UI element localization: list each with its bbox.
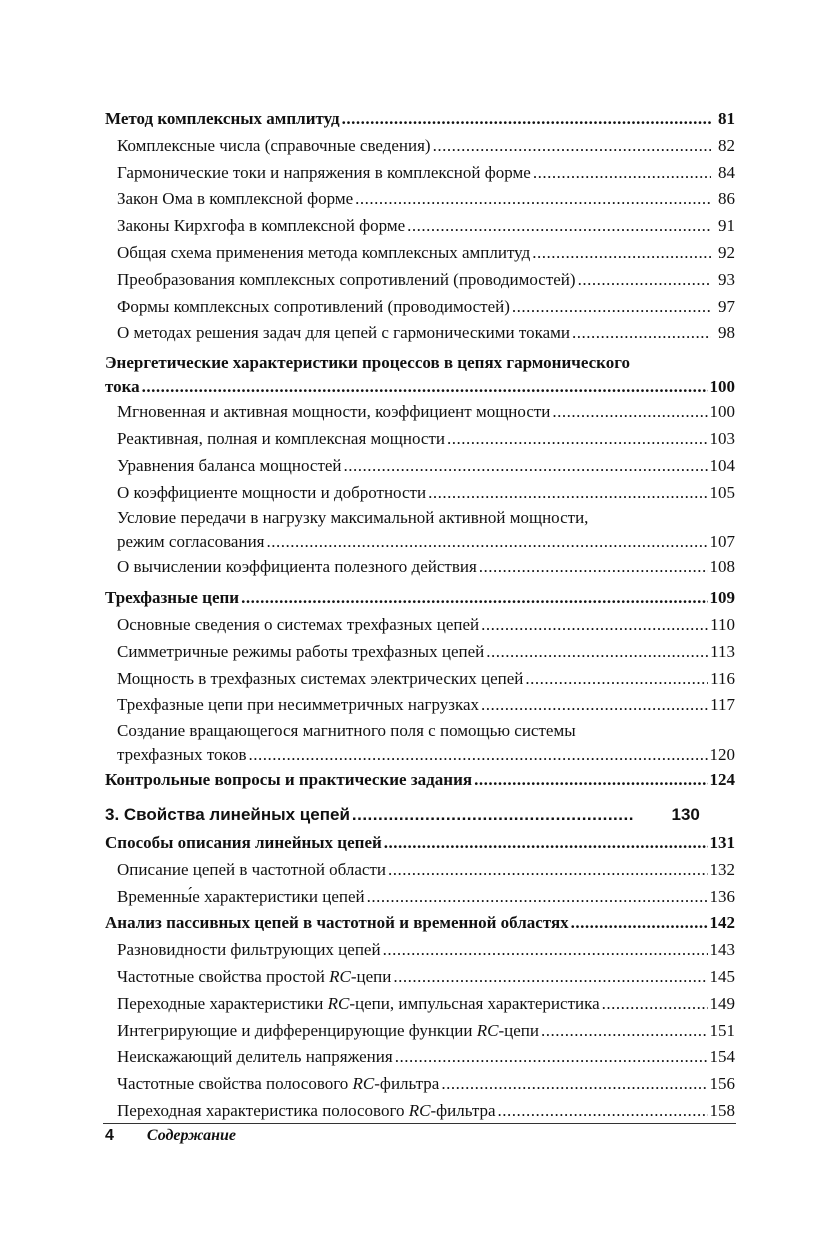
page-number: 151 xyxy=(709,1020,735,1040)
toc-entry[interactable]: Общая схема применения метода комплексных амплитуд ..... 92 xyxy=(105,240,735,267)
page-number: 124 xyxy=(709,770,735,790)
page-number: 142 xyxy=(709,913,735,933)
page-number: 136 xyxy=(709,886,735,906)
page-number: 97 xyxy=(718,296,735,316)
toc-entry[interactable]: Переходные характеристики RC-цепи, импульсная характеристика ..... 149 xyxy=(105,991,735,1018)
page-footer xyxy=(105,1127,236,1145)
footer-divider xyxy=(103,1123,736,1124)
toc-entry[interactable]: Симметричные режимы работы трехфазных цепей ..... 113 xyxy=(105,639,735,666)
page-number: 86 xyxy=(718,189,735,209)
page-number: 104 xyxy=(709,455,735,475)
toc-entry[interactable]: Переходная характеристика полосового RC-фильтра ..... 158 xyxy=(105,1098,735,1125)
toc-entry[interactable]: Закон Ома в комплексной форме ..... 86 xyxy=(105,186,735,213)
page-number: 149 xyxy=(709,993,735,1013)
page-number: 117 xyxy=(710,695,735,715)
toc-entry[interactable]: Гармонические токи и напряжения в комплексной форме ..... 84 xyxy=(105,160,735,187)
page-number: 108 xyxy=(709,557,735,577)
page-number: 113 xyxy=(710,641,735,661)
page-number: 100 xyxy=(709,377,735,397)
toc-entry[interactable]: Временны́е характеристики цепей ..... 136 xyxy=(105,884,735,911)
toc-entry[interactable]: Преобразования комплексных сопротивлений (проводимостей) ..... 93 xyxy=(105,267,735,294)
toc-entry[interactable]: О коэффициенте мощности и добротности ..... 105 xyxy=(105,480,735,507)
page-number: 154 xyxy=(709,1047,735,1067)
page-number: 110 xyxy=(710,614,735,634)
table-of-contents xyxy=(105,106,735,1125)
footer-page-number: 4 xyxy=(105,1127,114,1144)
page-number: 84 xyxy=(718,162,735,182)
toc-entry[interactable]: Частотные свойства простой RC-цепи ..... 145 xyxy=(105,964,735,991)
page-number: 82 xyxy=(718,135,735,155)
toc-chapter-3[interactable]: 3. Свойства линейных цепей ..... 130 xyxy=(105,800,735,830)
page-number: 120 xyxy=(709,745,735,765)
toc-entry[interactable]: Мгновенная и активная мощности, коэффициент мощности ..... 100 xyxy=(105,399,735,426)
page-number: 93 xyxy=(718,269,735,289)
toc-entry[interactable]: Условие передачи в нагрузку максимальной активной мощности, режим согласования ..... 107 xyxy=(105,506,735,554)
toc-entry[interactable]: Трехфазные цепи при несимметричных нагрузках ..... 117 xyxy=(105,692,735,719)
toc-section-complex-amplitudes[interactable]: Метод комплексных амплитуд ..... 81 xyxy=(105,106,735,133)
page-number: 107 xyxy=(709,532,735,552)
toc-section-energy[interactable]: Энергетические характеристики процессов в цепях гармонического тока ..... 100 xyxy=(105,351,735,399)
toc-entry[interactable]: Комплексные числа (справочные сведения) ..... 82 xyxy=(105,133,735,160)
toc-entry[interactable]: Создание вращающегося магнитного поля с помощью системы трехфазных токов ..... 120 xyxy=(105,719,735,767)
toc-entry[interactable]: Законы Кирхгофа в комплексной форме ..... 91 xyxy=(105,213,735,240)
toc-section-three-phase[interactable]: Трехфазные цепи ..... 109 xyxy=(105,585,735,612)
toc-entry[interactable]: Неискажающий делитель напряжения ..... 154 xyxy=(105,1044,735,1071)
page-number: 103 xyxy=(709,428,735,448)
toc-entry[interactable]: О методах решения задач для цепей с гармоническими токами ..... 98 xyxy=(105,320,735,347)
page-number: 143 xyxy=(709,940,735,960)
page-number: 130 xyxy=(671,804,700,824)
page-number: 98 xyxy=(718,323,735,343)
toc-entry[interactable]: Формы комплексных сопротивлений (проводимостей) ..... 97 xyxy=(105,294,735,321)
page-number: 158 xyxy=(709,1100,735,1120)
toc-entry[interactable]: Основные сведения о системах трехфазных цепей ..... 110 xyxy=(105,612,735,639)
page-number: 156 xyxy=(709,1074,735,1094)
footer-section-title: Содержание xyxy=(146,1127,237,1144)
toc-entry[interactable]: Уравнения баланса мощностей ..... 104 xyxy=(105,453,735,480)
toc-entry[interactable]: Частотные свойства полосового RC-фильтра ..... 156 xyxy=(105,1071,735,1098)
toc-section-questions[interactable]: Контрольные вопросы и практические задания ..... 124 xyxy=(105,767,735,794)
toc-entry[interactable]: Разновидности фильтрующих цепей ..... 143 xyxy=(105,937,735,964)
page-number: 100 xyxy=(709,402,735,422)
page-number: 91 xyxy=(718,216,735,236)
toc-entry[interactable]: Описание цепей в частотной области ..... 132 xyxy=(105,857,735,884)
toc-entry[interactable]: Интегрирующие и дифференцирующие функции RC-цепи ..... 151 xyxy=(105,1018,735,1045)
page-number: 132 xyxy=(709,859,735,879)
page-number: 109 xyxy=(709,588,735,608)
toc-entry[interactable]: Мощность в трехфазных системах электрических цепей ..... 116 xyxy=(105,666,735,693)
toc-entry[interactable]: Реактивная, полная и комплексная мощности ..... 103 xyxy=(105,426,735,453)
toc-section-passive-analysis[interactable]: Анализ пассивных цепей в частотной и временной областях ..... 142 xyxy=(105,910,735,937)
toc-entry[interactable]: О вычислении коэффициента полезного действия ..... 108 xyxy=(105,554,735,581)
page-number: 145 xyxy=(709,966,735,986)
page-number: 131 xyxy=(709,832,735,852)
page-number: 105 xyxy=(709,482,735,502)
page-number: 116 xyxy=(710,668,735,688)
page-number: 92 xyxy=(718,242,735,262)
toc-section-description-methods[interactable]: Способы описания линейных цепей ..... 131 xyxy=(105,830,735,857)
page-number: 81 xyxy=(718,109,735,128)
